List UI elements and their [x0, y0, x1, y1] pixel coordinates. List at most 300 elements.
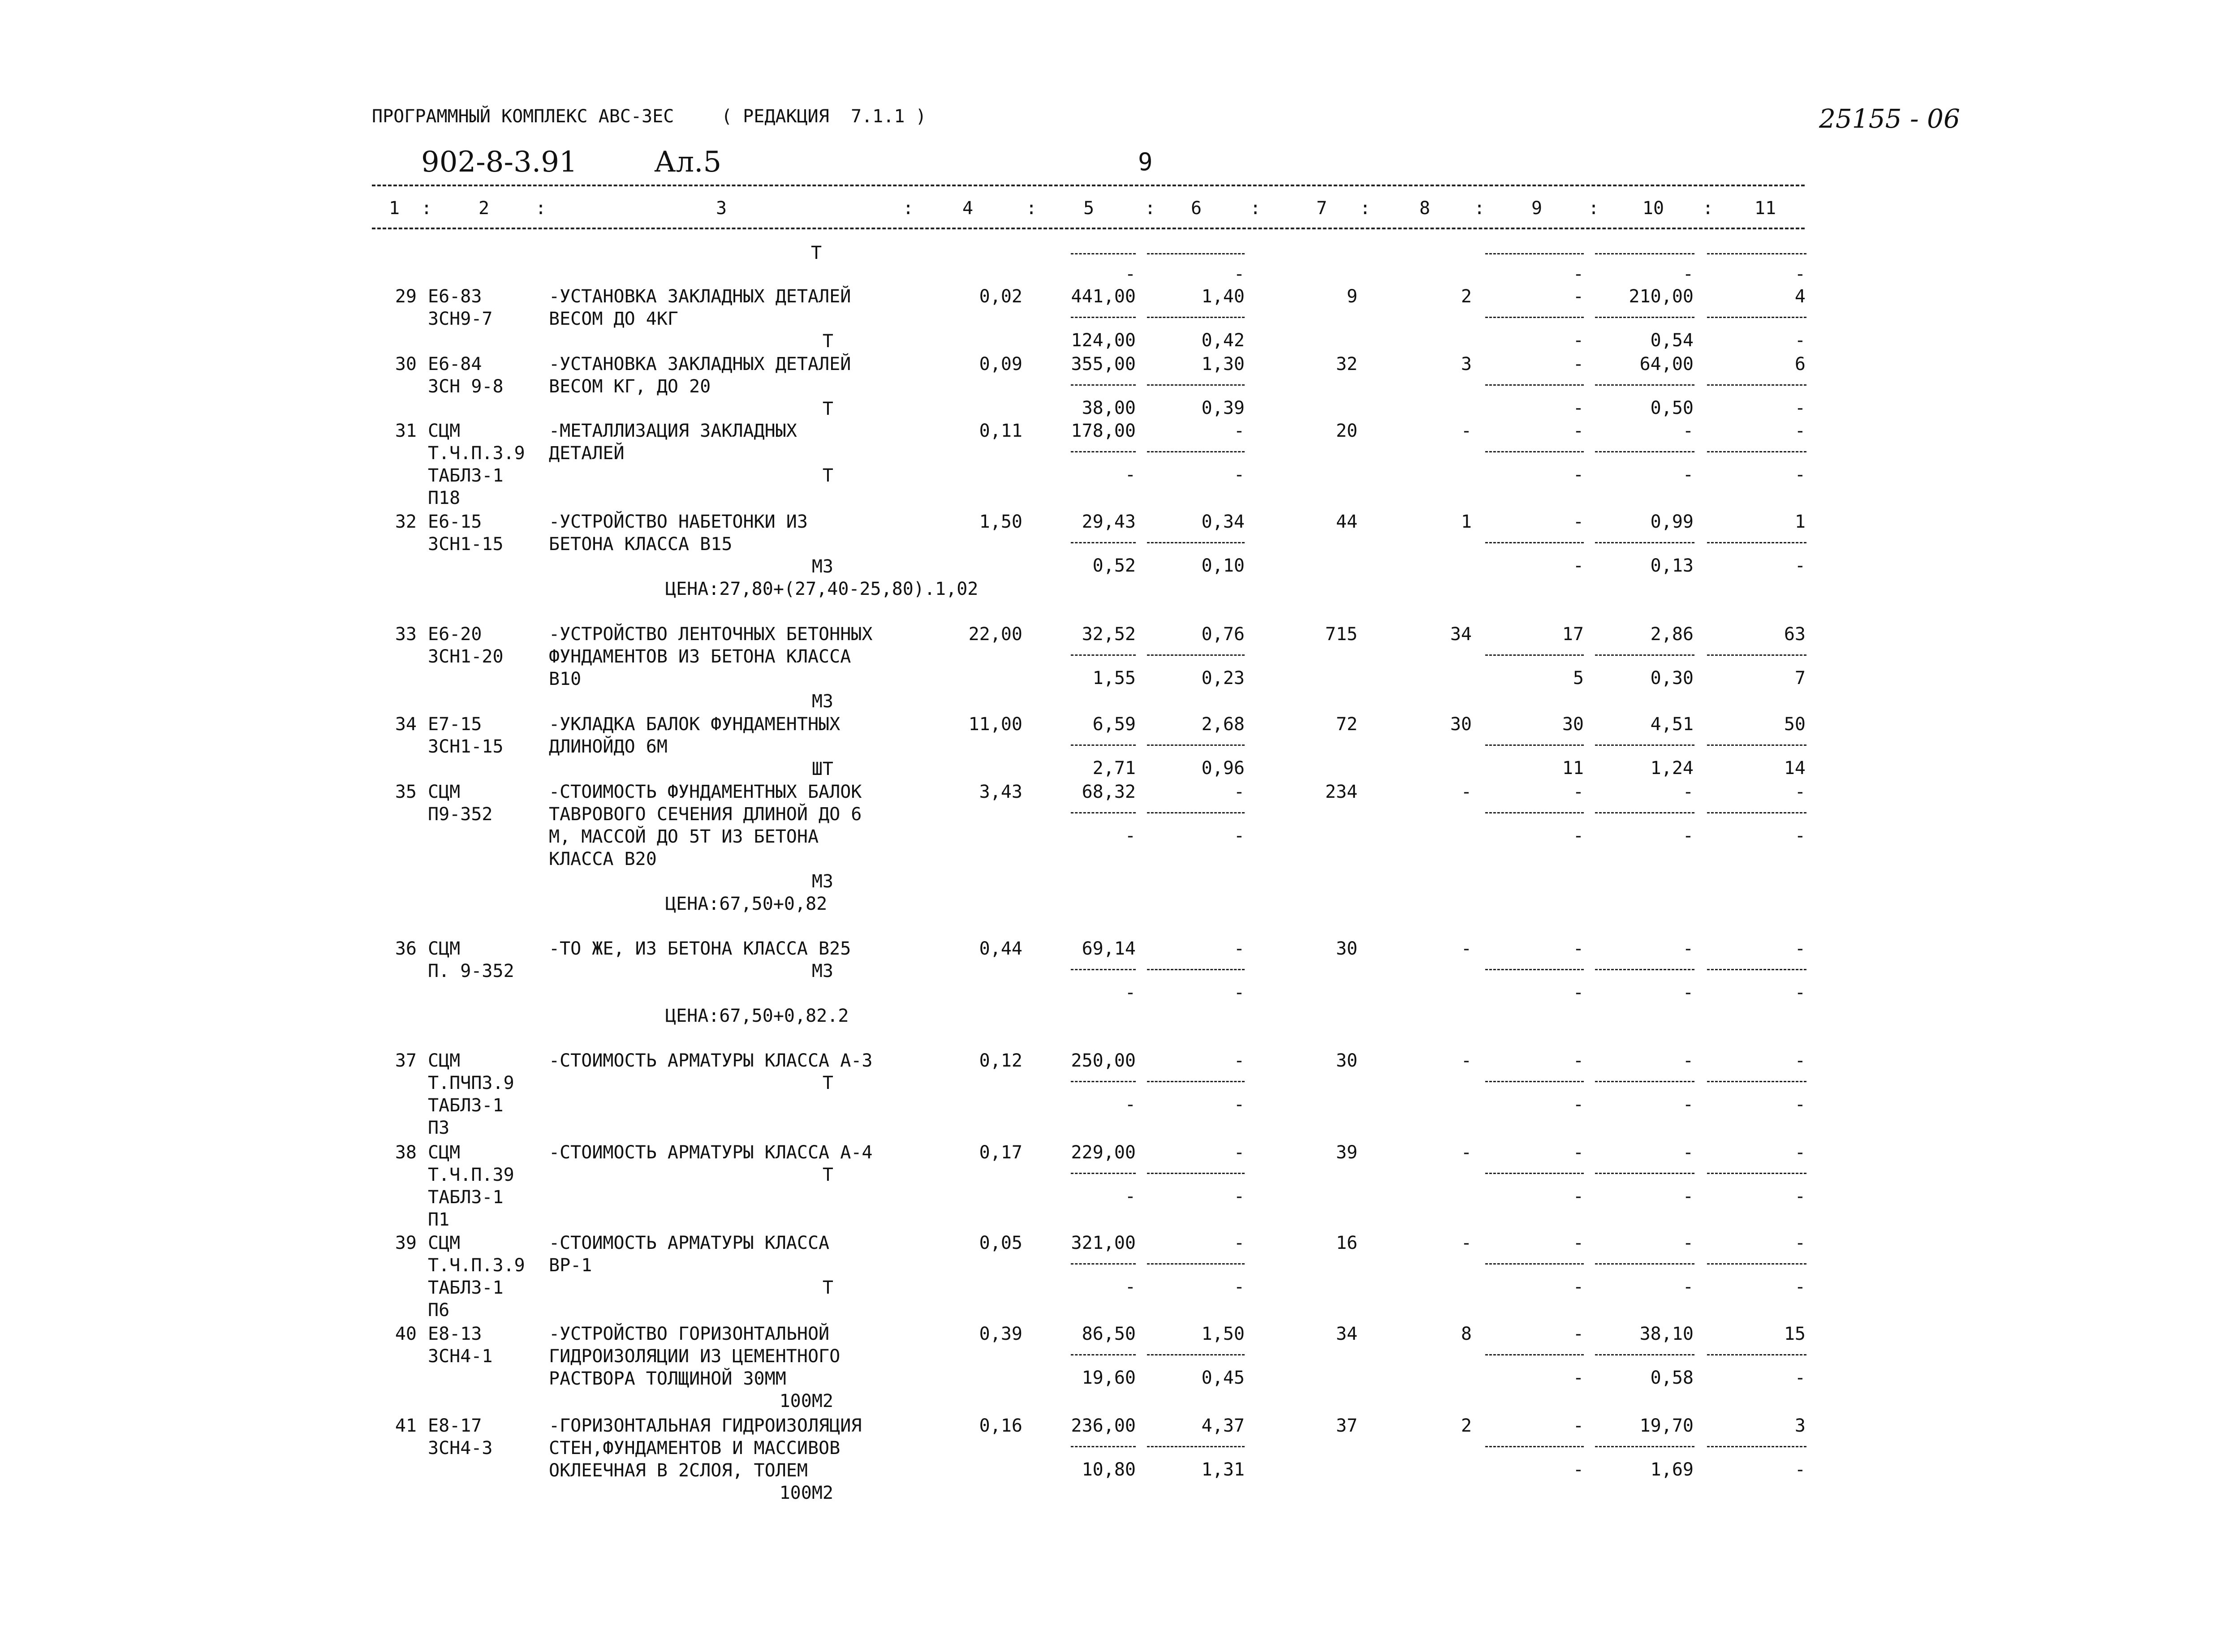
cell-c5-top: 250,00 [1071, 1050, 1136, 1071]
cell-c6-top: 1,40 [1201, 286, 1245, 307]
cell-c11-bottom: - [1794, 826, 1806, 846]
cell-c6-top: - [1233, 1233, 1245, 1253]
cell-c6-bottom: 0,10 [1201, 555, 1245, 576]
cell-c6-bottom: - [1233, 1277, 1245, 1297]
row-unit: Т [822, 465, 833, 486]
cell-c6-bottom: 0,23 [1201, 668, 1245, 688]
dash-line [1707, 654, 1806, 656]
cell-c10-top: 38,10 [1639, 1324, 1694, 1344]
row-code: СЦМ [428, 782, 461, 802]
cell-c8: - [1461, 1050, 1472, 1071]
cell-c9-top: - [1573, 1142, 1584, 1163]
dash-line [1071, 744, 1136, 746]
cell-c11-top: - [1794, 1233, 1806, 1253]
row-code: ЗСН 9-8 [428, 376, 504, 397]
row-name: РАСТВОРА ТОЛЩИНОЙ 30ММ [549, 1368, 786, 1389]
cell-c7: 715 [1325, 624, 1358, 645]
row-code: ЗСН1-20 [428, 646, 504, 667]
dash-line [1595, 317, 1694, 318]
dash-line [1485, 451, 1584, 452]
row-code: П1 [428, 1209, 450, 1230]
row-quantity: 1,50 [979, 512, 1022, 532]
dash-line [1595, 451, 1694, 452]
row-quantity: 0,11 [979, 421, 1022, 441]
cell-c9-top: - [1573, 1050, 1584, 1071]
cell-c9-bottom: - [1573, 555, 1584, 576]
cell-c6-top: 2,68 [1201, 714, 1245, 735]
dash-line [1485, 744, 1584, 746]
row-code: ЗСН9-7 [428, 309, 493, 329]
row-name: ДЕТАЛЕЙ [549, 443, 625, 464]
row-quantity: 11,00 [968, 714, 1022, 735]
cell-c7: 44 [1336, 512, 1358, 532]
dash-line [1707, 744, 1806, 746]
dash-line [1707, 969, 1806, 970]
cell-c8: - [1461, 782, 1472, 802]
cell-c9-bottom: - [1573, 1186, 1584, 1207]
row-code: Е6-20 [428, 624, 482, 645]
cell-c5-top: 321,00 [1071, 1233, 1136, 1253]
cell-c9-bottom: - [1573, 398, 1584, 418]
cell-c7: 37 [1336, 1415, 1358, 1436]
cell-c8: 34 [1450, 624, 1472, 645]
cell-c11-bottom: - [1794, 465, 1806, 485]
row-name: -МЕТАЛЛИЗАЦИЯ ЗАКЛАДНЫХ [549, 421, 797, 441]
dash-line [1485, 384, 1584, 386]
row-quantity: 0,17 [979, 1142, 1022, 1163]
cell-c6-top: 4,37 [1201, 1415, 1245, 1436]
row-number: 41 [395, 1415, 417, 1436]
row-code: Е8-17 [428, 1415, 482, 1436]
row-number: 30 [395, 354, 417, 374]
row-name: -УСТАНОВКА ЗАКЛАДНЫХ ДЕТАЛЕЙ [549, 286, 851, 307]
cell-c10-top: 0,99 [1650, 512, 1694, 532]
dash-line [1707, 253, 1806, 254]
row-code: П18 [428, 488, 461, 508]
row-code: СЦМ [428, 1142, 461, 1163]
dash-line [1147, 744, 1245, 746]
dash-line [1595, 1173, 1694, 1174]
cell-c5-bottom: - [1125, 1186, 1136, 1207]
dash-line [1071, 812, 1136, 813]
column-separator: : [535, 198, 547, 219]
column-number: 4 [962, 198, 974, 219]
cell-c11-top: 1 [1794, 512, 1806, 532]
cell-c6-top: - [1233, 1142, 1245, 1163]
cell-c10-bottom: - [1682, 1094, 1694, 1115]
dash-line [1707, 1081, 1806, 1082]
dash-line [1485, 542, 1584, 543]
dash-line [1071, 1081, 1136, 1082]
row-code: ЗСН1-15 [428, 736, 504, 757]
row-code: Е6-15 [428, 512, 482, 532]
dash-line [1595, 384, 1694, 386]
cell-c11-bottom: - [1794, 398, 1806, 418]
cell-c6-bottom: 0,39 [1201, 398, 1245, 418]
column-separator: : [903, 198, 914, 219]
row-code: СЦМ [428, 421, 461, 441]
row-quantity: 3,43 [979, 782, 1022, 802]
edition-label: ( РЕДАКЦИЯ 7.1.1 ) [721, 106, 927, 127]
row-code: ЗСН4-1 [428, 1346, 493, 1367]
cell-c10-bottom: 0,50 [1650, 398, 1694, 418]
cell-c5-bottom: 10,80 [1082, 1459, 1136, 1480]
row-code: Е6-83 [428, 286, 482, 307]
cell-c5-top: 32,52 [1082, 624, 1136, 645]
row-name: ВЕСОМ ДО 4КГ [549, 309, 678, 329]
cell-c5-bottom: 1,55 [1092, 668, 1136, 688]
row-code: ЗСН4-3 [428, 1438, 493, 1458]
cell-c5-bottom: 38,00 [1082, 398, 1136, 418]
cell-c10-top: - [1682, 1233, 1694, 1253]
row-code: Т.Ч.П.3.9 [428, 443, 525, 464]
cell-c9-bottom: - [1573, 982, 1584, 1003]
column-separator: : [1588, 198, 1599, 219]
cell-c8: 1 [1461, 512, 1472, 532]
dash-line [1595, 969, 1694, 970]
cell-c6-top: 1,50 [1201, 1324, 1245, 1344]
row-code: П6 [428, 1300, 450, 1321]
row-unit: Т [822, 1278, 833, 1298]
column-separator: : [1145, 198, 1156, 219]
cell-c8: 2 [1461, 286, 1472, 307]
cell-c5-top: 68,32 [1082, 782, 1136, 802]
cell-c11-bottom: - [1794, 1094, 1806, 1115]
row-name: -СТОИМОСТЬ АРМАТУРЫ КЛАССА А-3 [549, 1050, 873, 1071]
dash-line [1071, 317, 1136, 318]
row-code: СЦМ [428, 938, 461, 959]
dash-line [1071, 1173, 1136, 1174]
column-separator: : [1250, 198, 1261, 219]
column-number: 9 [1531, 198, 1543, 219]
row-name: ФУНДАМЕНТОВ ИЗ БЕТОНА КЛАССА [549, 646, 851, 667]
row-name: М, МАССОЙ ДО 5Т ИЗ БЕТОНА [549, 826, 819, 847]
dash-line [1071, 542, 1136, 543]
row-unit: 100М2 [779, 1483, 833, 1503]
dash-line [1485, 969, 1584, 970]
dash-line [1147, 542, 1245, 543]
dash-line [1595, 1354, 1694, 1355]
row-quantity: 0,16 [979, 1415, 1022, 1436]
album-label: Ал.5 [654, 146, 722, 179]
row-unit: М3 [811, 871, 833, 892]
cell-c7: 30 [1336, 1050, 1358, 1071]
cell-c10-bottom: 0,13 [1650, 555, 1694, 576]
dash-line [1071, 654, 1136, 656]
column-number: 2 [478, 198, 490, 219]
cell-c11-top: - [1794, 938, 1806, 959]
row-quantity: 0,09 [979, 354, 1022, 374]
cell-c11-bottom: - [1794, 1459, 1806, 1480]
row-code: ТАБЛЗ-1 [428, 1187, 504, 1208]
dash-line [1595, 1081, 1694, 1082]
column-number: 6 [1190, 198, 1202, 219]
cell-c9-bottom: 11 [1562, 758, 1584, 779]
cell-c7: 20 [1336, 421, 1358, 441]
carry-unit: Т [811, 243, 822, 263]
dash-line [1595, 744, 1694, 746]
dash-line [1595, 253, 1694, 254]
cell-c6-bottom: - [1233, 826, 1245, 846]
cell-c11-bottom: 7 [1794, 668, 1806, 688]
row-number: 39 [395, 1233, 417, 1253]
dash-line [1707, 1446, 1806, 1447]
cell-c10-top: - [1682, 782, 1694, 802]
cell-c5-top: 86,50 [1082, 1324, 1136, 1344]
dash-line [1147, 451, 1245, 452]
header-rule-top [372, 185, 1805, 186]
cell-c5-top: 6,59 [1092, 714, 1136, 735]
dash-line [1147, 253, 1245, 254]
row-unit: ШТ [811, 759, 833, 779]
row-name: ГИДРОИЗОЛЯЦИИ ИЗ ЦЕМЕНТНОГО [549, 1346, 841, 1367]
row-code: ТАБЛЗ-1 [428, 1095, 504, 1116]
row-code: СЦМ [428, 1233, 461, 1253]
row-code: П9-352 [428, 804, 493, 825]
row-name: -ТО ЖЕ, ИЗ БЕТОНА КЛАССА В25 [549, 938, 851, 959]
cell-c5-top: 229,00 [1071, 1142, 1136, 1163]
cell-c7: 30 [1336, 938, 1358, 959]
cell-c9-bottom: - [1573, 1459, 1584, 1480]
row-unit: М3 [811, 691, 833, 712]
row-name: -СТОИМОСТЬ АРМАТУРЫ КЛАССА [549, 1233, 830, 1253]
row-name: -СТОИМОСТЬ ФУНДАМЕНТНЫХ БАЛОК [549, 782, 862, 802]
cell-c11-bottom: - [1794, 330, 1806, 351]
cell-c10-bottom: 0,54 [1650, 330, 1694, 351]
dash-line [1485, 1081, 1584, 1082]
row-name: -СТОИМОСТЬ АРМАТУРЫ КЛАССА А-4 [549, 1142, 873, 1163]
dash-line [1485, 1446, 1584, 1447]
cell-c9-top: - [1573, 1233, 1584, 1253]
cell-c6-top: - [1233, 782, 1245, 802]
carry-dash: - [1794, 264, 1806, 284]
cell-c8: 30 [1450, 714, 1472, 735]
cell-c11-bottom: 14 [1784, 758, 1806, 779]
dash-line [1485, 1354, 1584, 1355]
dash-line [1147, 1446, 1245, 1447]
column-number: 10 [1642, 198, 1664, 219]
column-separator: : [1026, 198, 1037, 219]
cell-c11-top: - [1794, 421, 1806, 441]
cell-c9-bottom: 5 [1573, 668, 1584, 688]
dash-line [1707, 451, 1806, 452]
cell-c6-bottom: 0,42 [1201, 330, 1245, 351]
dash-line [1147, 1354, 1245, 1355]
cell-c7: 72 [1336, 714, 1358, 735]
row-price-formula: ЦЕНА:67,50+0,82 [665, 894, 828, 914]
dash-line [1707, 1173, 1806, 1174]
cell-c11-bottom: - [1794, 1186, 1806, 1207]
header-rule-bottom [372, 228, 1805, 229]
cell-c5-top: 355,00 [1071, 354, 1136, 374]
dash-line [1071, 1446, 1136, 1447]
dash-line [1147, 1081, 1245, 1082]
column-number: 5 [1083, 198, 1095, 219]
cell-c5-bottom: 2,71 [1092, 758, 1136, 779]
row-number: 31 [395, 421, 417, 441]
column-separator: : [1474, 198, 1485, 219]
cell-c6-bottom: - [1233, 465, 1245, 485]
row-number: 37 [395, 1050, 417, 1071]
cell-c9-top: - [1573, 1324, 1584, 1344]
cell-c6-bottom: - [1233, 1186, 1245, 1207]
row-number: 33 [395, 624, 417, 645]
cell-c5-bottom: - [1125, 1094, 1136, 1115]
dash-line [1595, 542, 1694, 543]
cell-c10-bottom: - [1682, 826, 1694, 846]
cell-c9-bottom: - [1573, 826, 1584, 846]
dash-line [1485, 654, 1584, 656]
row-unit: М3 [811, 556, 833, 577]
row-number: 35 [395, 782, 417, 802]
cell-c10-top: 2,86 [1650, 624, 1694, 645]
cell-c9-bottom: - [1573, 1094, 1584, 1115]
column-separator: : [1703, 198, 1714, 219]
row-code: Т.Ч.П.39 [428, 1165, 514, 1185]
cell-c5-bottom: 19,60 [1082, 1368, 1136, 1388]
row-price-formula: ЦЕНА:67,50+0,82.2 [665, 1006, 849, 1026]
cell-c9-top: 17 [1562, 624, 1584, 645]
row-code: ТАБЛЗ-1 [428, 1278, 504, 1298]
cell-c6-top: - [1233, 938, 1245, 959]
program-title: ПРОГРАММНЫЙ КОМПЛЕКС АВС-ЗЕС [372, 106, 674, 127]
cell-c6-top: 0,34 [1201, 512, 1245, 532]
cell-c11-top: 4 [1794, 286, 1806, 307]
page-number: 9 [1138, 148, 1153, 176]
dash-line [1485, 812, 1584, 813]
cell-c11-top: - [1794, 782, 1806, 802]
row-quantity: 0,39 [979, 1324, 1022, 1344]
dash-line [1147, 969, 1245, 970]
row-unit: 100М2 [779, 1391, 833, 1411]
cell-c7: 32 [1336, 354, 1358, 374]
cell-c11-top: 63 [1784, 624, 1806, 645]
cell-c6-top: 0,76 [1201, 624, 1245, 645]
cell-c5-top: 236,00 [1071, 1415, 1136, 1436]
dash-line [1595, 654, 1694, 656]
row-unit: Т [822, 331, 833, 352]
cell-c6-top: 1,30 [1201, 354, 1245, 374]
row-name: -УСТРОЙСТВО ЛЕНТОЧНЫХ БЕТОННЫХ [549, 624, 873, 645]
row-name: -УСТРОЙСТВО ГОРИЗОНТАЛЬНОЙ [549, 1324, 830, 1344]
row-name: ВР-1 [549, 1255, 592, 1276]
cell-c10-bottom: - [1682, 1186, 1694, 1207]
dash-line [1071, 253, 1136, 254]
cell-c11-top: 50 [1784, 714, 1806, 735]
column-number: 8 [1419, 198, 1431, 219]
dash-line [1485, 1173, 1584, 1174]
row-unit: Т [822, 1165, 833, 1185]
row-quantity: 0,44 [979, 938, 1022, 959]
cell-c9-top: - [1573, 1415, 1584, 1436]
cell-c6-bottom: - [1233, 1094, 1245, 1115]
cell-c10-top: 4,51 [1650, 714, 1694, 735]
dash-line [1485, 253, 1584, 254]
cell-c5-top: 29,43 [1082, 512, 1136, 532]
row-code: Е7-15 [428, 714, 482, 735]
cell-c9-bottom: - [1573, 1368, 1584, 1388]
cell-c5-bottom: 124,00 [1071, 330, 1136, 351]
row-name: ТАВРОВОГО СЕЧЕНИЯ ДЛИНОЙ ДО 6 [549, 804, 862, 825]
cell-c7: 34 [1336, 1324, 1358, 1344]
dash-line [1595, 1446, 1694, 1447]
cell-c8: 8 [1461, 1324, 1472, 1344]
row-name: БЕТОНА КЛАССА В15 [549, 534, 733, 555]
cell-c11-bottom: - [1794, 982, 1806, 1003]
cell-c11-top: 6 [1794, 354, 1806, 374]
row-name: -ГОРИЗОНТАЛЬНАЯ ГИДРОИЗОЛЯЦИЯ [549, 1415, 862, 1436]
row-unit: М3 [811, 961, 833, 981]
row-number: 40 [395, 1324, 417, 1344]
cell-c9-bottom: - [1573, 465, 1584, 485]
cell-c11-bottom: - [1794, 555, 1806, 576]
cell-c6-top: - [1233, 1050, 1245, 1071]
row-name: ВЕСОМ КГ, ДО 20 [549, 376, 711, 397]
carry-dash: - [1682, 264, 1694, 284]
row-name: В10 [549, 669, 582, 689]
cell-c9-top: - [1573, 512, 1584, 532]
dash-line [1071, 1263, 1136, 1265]
dash-line [1707, 812, 1806, 813]
row-code: Т.ПЧП3.9 [428, 1073, 514, 1093]
column-separator: : [1360, 198, 1371, 219]
dash-line [1707, 1354, 1806, 1355]
row-name: СТЕН,ФУНДАМЕНТОВ И МАССИВОВ [549, 1438, 841, 1458]
doc-number: 25155 - 06 [1819, 103, 1960, 134]
dash-line [1147, 654, 1245, 656]
dash-line [1071, 451, 1136, 452]
cell-c5-top: 178,00 [1071, 421, 1136, 441]
cell-c11-top: 15 [1784, 1324, 1806, 1344]
cell-c10-bottom: 1,69 [1650, 1459, 1694, 1480]
row-quantity: 22,00 [968, 624, 1022, 645]
cell-c10-top: - [1682, 1050, 1694, 1071]
row-code: СЦМ [428, 1050, 461, 1071]
cell-c9-top: - [1573, 938, 1584, 959]
carry-dash: - [1233, 264, 1245, 284]
row-name: -УСТАНОВКА ЗАКЛАДНЫХ ДЕТАЛЕЙ [549, 354, 851, 374]
cell-c5-bottom: - [1125, 465, 1136, 485]
cell-c5-top: 69,14 [1082, 938, 1136, 959]
row-code: ЗСН1-15 [428, 534, 504, 555]
row-name: КЛАССА В20 [549, 849, 657, 869]
row-code: Е6-84 [428, 354, 482, 374]
cell-c6-bottom: 1,31 [1201, 1459, 1245, 1480]
dash-line [1147, 384, 1245, 386]
row-code: ТАБЛЗ-1 [428, 465, 504, 486]
project-number: 902-8-3.91 [421, 146, 578, 179]
row-code: П. 9-352 [428, 961, 514, 981]
row-quantity: 0,05 [979, 1233, 1022, 1253]
dash-line [1707, 542, 1806, 543]
cell-c6-bottom: - [1233, 982, 1245, 1003]
dash-line [1147, 1263, 1245, 1265]
row-number: 32 [395, 512, 417, 532]
cell-c10-top: 210,00 [1629, 286, 1694, 307]
cell-c5-bottom: - [1125, 1277, 1136, 1297]
cell-c10-top: - [1682, 1142, 1694, 1163]
cell-c8: 2 [1461, 1415, 1472, 1436]
cell-c8: 3 [1461, 354, 1472, 374]
cell-c10-bottom: 0,58 [1650, 1368, 1694, 1388]
row-code: Е8-13 [428, 1324, 482, 1344]
dash-line [1595, 1263, 1694, 1265]
cell-c6-bottom: 0,96 [1201, 758, 1245, 779]
dash-line [1071, 969, 1136, 970]
column-number: 3 [716, 198, 727, 219]
column-number: 7 [1316, 198, 1328, 219]
row-name: ДЛИНОЙДО 6М [549, 736, 668, 757]
